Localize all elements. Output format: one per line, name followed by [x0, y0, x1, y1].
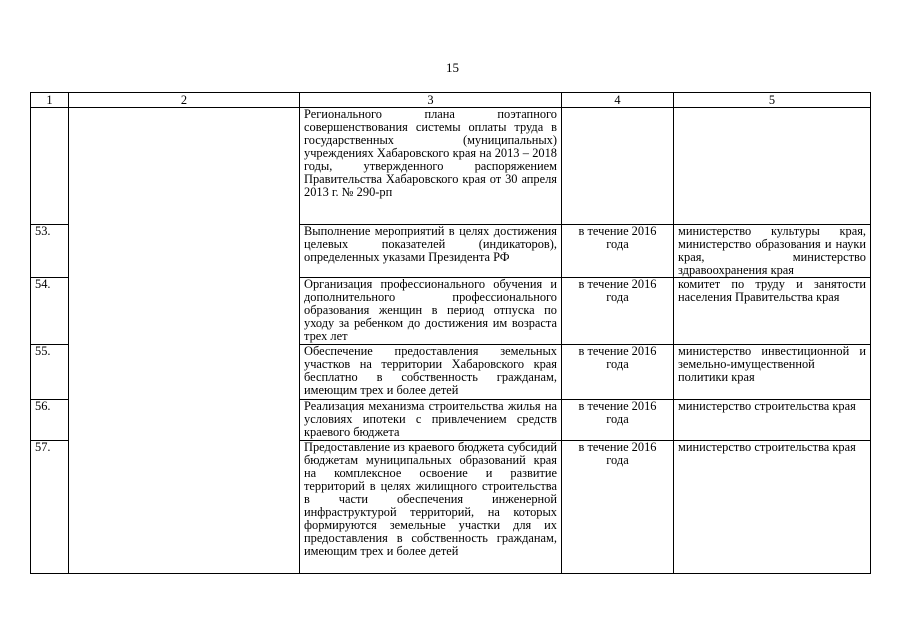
- executor-text: министерство культуры края, министерство образования и науки края, министерство здравоохранения края: [674, 225, 871, 278]
- continuation-executor-cell: [674, 108, 871, 225]
- measure-text: Обеспечение предоставления земельных участков на территории Хабаровского края бесплатно в собственность гражданам, имеющим трех и более детей: [300, 345, 562, 400]
- row-number: 54.: [31, 278, 69, 345]
- row-number: 57.: [31, 441, 69, 574]
- executor-text: министерство строительства края: [674, 441, 871, 574]
- row-number: 56.: [31, 400, 69, 441]
- measure-text: Реализация механизма строительства жилья на условиях ипотеки с привлечением средств краевого бюджета: [300, 400, 562, 441]
- page-number: 15: [446, 60, 459, 75]
- term-text: в течение 2016 года: [562, 441, 674, 574]
- row-number: 53.: [31, 225, 69, 278]
- section-cell: [69, 108, 300, 574]
- header-col-1: 1: [31, 93, 69, 108]
- continuation-term-cell: [562, 108, 674, 225]
- term-text: в течение 2016 года: [562, 345, 674, 400]
- executor-text: комитет по труду и занятости населения Правительства края: [674, 278, 871, 345]
- header-col-5: 5: [674, 93, 871, 108]
- executor-text: министерство строительства края: [674, 400, 871, 441]
- header-col-4: 4: [562, 93, 674, 108]
- continuation-row: [31, 108, 871, 225]
- term-text: в течение 2016 года: [562, 225, 674, 278]
- measures-table: [30, 92, 871, 574]
- term-text: в течение 2016 года: [562, 278, 674, 345]
- row-number: 55.: [31, 345, 69, 400]
- measure-text: Организация профессионального обучения и дополнительного профессионального образования женщин в период отпуска по уходу за ребенком до достижения им возраста трех лет: [300, 278, 562, 345]
- header-col-2: 2: [69, 93, 300, 108]
- continuation-num-cell: [31, 108, 69, 225]
- measure-text: Предоставление из краевого бюджета субсидий бюджетам муниципальных образований края на комплексное освоение и развитие территорий в целях жилищного строительства в части обеспечения инженерной инфраструктурой территорий, на которых формируются земельные участки для их предоставления в собственность гражданам, имеющим трех и более детей: [300, 441, 562, 574]
- measure-text: Выполнение мероприятий в целях достижения целевых показателей (индикаторов), определенных указами Президента РФ: [300, 225, 562, 278]
- executor-text: министерство инвестиционной и земельно-имущественной политики края: [674, 345, 871, 400]
- header-row: [31, 93, 871, 108]
- header-col-3: 3: [300, 93, 562, 108]
- continuation-text: Регионального плана поэтапного совершенствования системы оплаты труда в государственных (муниципальных) учреждениях Хабаровского края на 2013 – 2018 годы, утвержденного распоряжением Правительства Хабаровского края от 30 апреля 2013 г. № 290-рп: [300, 108, 562, 225]
- term-text: в течение 2016 года: [562, 400, 674, 441]
